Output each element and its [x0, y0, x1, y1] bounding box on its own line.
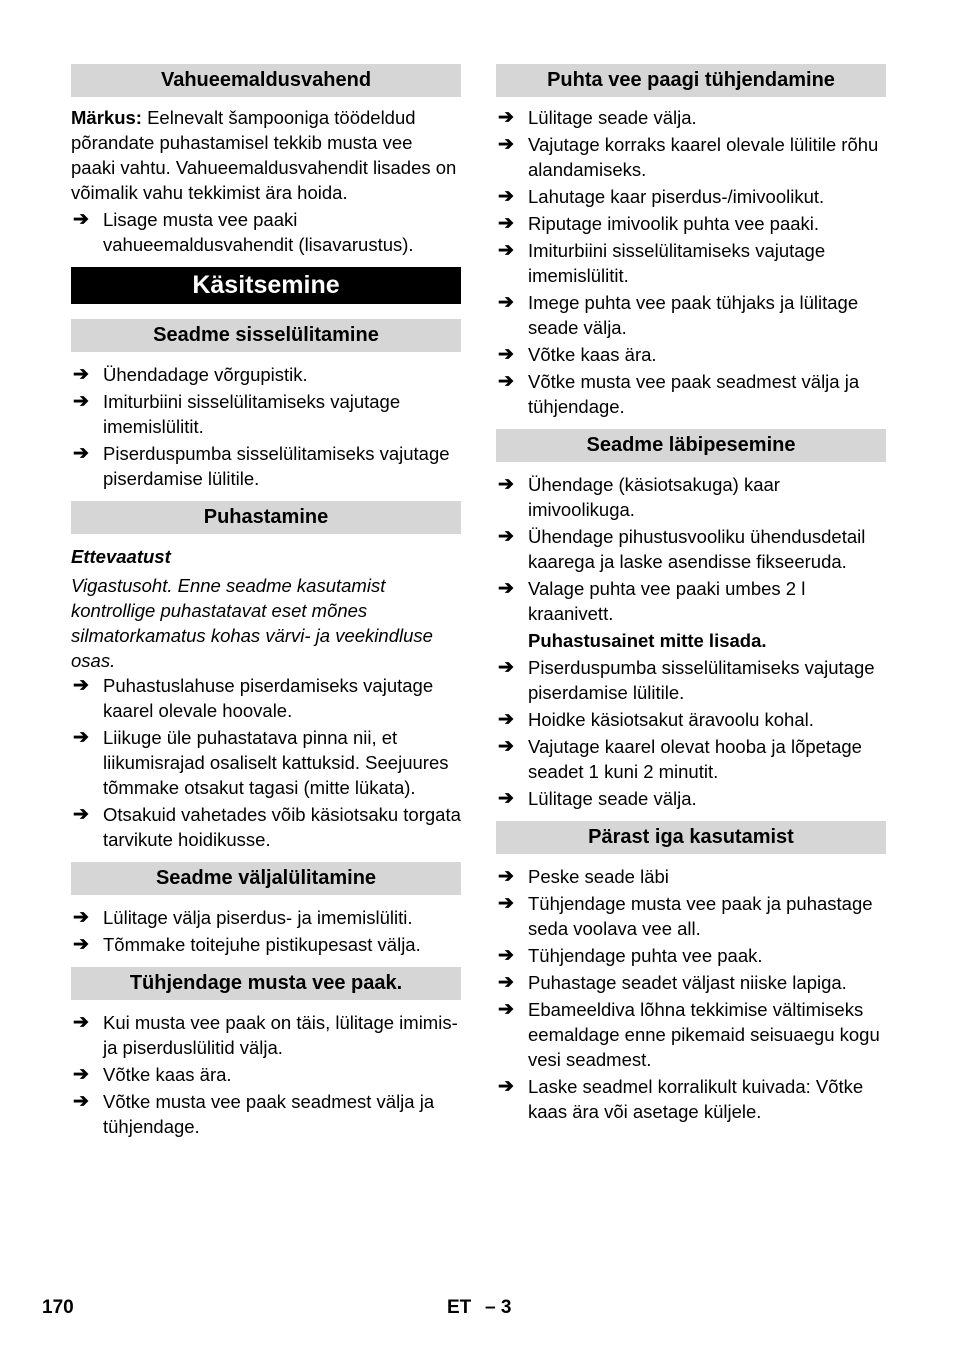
arrow-right-icon: ➔ — [498, 526, 514, 547]
list-item — [71, 441, 461, 491]
chapter-title: Käsitsemine — [71, 267, 461, 304]
section-title-puhta-vee-paak: Puhta vee paagi tühjendamine — [496, 64, 886, 97]
section-title-labipesemine: Seadme läbipesemine — [496, 429, 886, 462]
page-number: 170 — [42, 1297, 74, 1318]
list-item-text: Imiturbiini sisselülitamiseks vajutage imemislülitit. — [103, 391, 401, 437]
arrow-right-icon: ➔ — [73, 1012, 89, 1033]
list-item — [71, 802, 461, 852]
list-item — [71, 905, 461, 930]
list-item — [496, 891, 886, 941]
list-item-text: Tühjendage musta vee paak ja puhastage seda voolava vee all. — [528, 893, 873, 939]
arrow-right-icon: ➔ — [498, 292, 514, 313]
list-item-text: Lülitage seade välja. — [528, 107, 697, 128]
list-item — [496, 734, 886, 784]
list-item — [496, 132, 886, 182]
note-text: Eelnevalt šampooniga töödeldud põrandate puhastamisel tekkib musta vee paaki vahtu. Vahueemaldusvahendit lisades on võimalik vahu tekkimist ära hoida. — [71, 107, 457, 203]
list-puhta-vee-paak — [496, 105, 886, 419]
arrow-right-icon: ➔ — [498, 107, 514, 128]
list-puhastamine — [71, 673, 461, 852]
arrow-right-icon: ➔ — [498, 240, 514, 261]
list-item-text: Puhastage seadet väljast niiske lapiga. — [528, 972, 847, 993]
list-item-text: Imiturbiini sisselülitamiseks vajutage imemislülitit. — [528, 240, 826, 286]
list-item-text: Ühendage (käsiotsakuga) kaar imivoolikuga. — [528, 474, 780, 520]
arrow-right-icon: ➔ — [498, 945, 514, 966]
list-item-text: Liikuge üle puhastatava pinna nii, et liikumisrajad osaliselt kattuksid. Seejuures tõmmake otsakut tagasi (mitte lükata). — [103, 727, 449, 798]
note-paragraph — [71, 105, 461, 205]
section-title-parast-kasutamist: Pärast iga kasutamist — [496, 821, 886, 854]
list-item-text: Imege puhta vee paak tühjaks ja lülitage seade välja. — [528, 292, 859, 338]
list-item — [496, 472, 886, 522]
sub-page-number: – 3 — [485, 1297, 512, 1318]
list-item-text: Ühendadage võrgupistik. — [103, 364, 308, 385]
arrow-right-icon: ➔ — [498, 1076, 514, 1097]
list-item-text: Valage puhta vee paaki umbes 2 l kraanivett. — [528, 578, 806, 624]
list-item-text: Võtke kaas ära. — [103, 1064, 232, 1085]
list-labipesemine-b — [496, 655, 886, 811]
language-code: ET — [447, 1297, 472, 1318]
section-title-valjalulitamine: Seadme väljalülitamine — [71, 862, 461, 895]
list-musta-vee-paak — [71, 1010, 461, 1139]
list-item — [71, 673, 461, 723]
arrow-right-icon: ➔ — [73, 907, 89, 928]
list-item — [496, 105, 886, 130]
list-item — [71, 389, 461, 439]
list-item-text: Lülitage seade välja. — [528, 788, 697, 809]
list-item-text: Hoidke käsiotsakut äravoolu kohal. — [528, 709, 814, 730]
arrow-right-icon: ➔ — [498, 186, 514, 207]
caution-text: Vigastusoht. Enne seadme kasutamist kontrollige puhastatavat eset mõnes silmatorkamatus kohas värvi- ja veekindluse osas. — [71, 575, 433, 671]
list-item — [71, 1089, 461, 1139]
arrow-right-icon: ➔ — [498, 866, 514, 887]
list-item — [71, 1010, 461, 1060]
list-item-text: Puhastuslahuse piserdamiseks vajutage kaarel olevale hoovale. — [103, 675, 434, 721]
list-item — [496, 211, 886, 236]
list-item-text: Vajutage kaarel olevat hooba ja lõpetage seadet 1 kuni 2 minutit. — [528, 736, 862, 782]
list-item-text: Kui musta vee paak on täis, lülitage imimis- ja piserduslülitid välja. — [103, 1012, 458, 1058]
arrow-right-icon: ➔ — [498, 213, 514, 234]
list-item-text: Võtke musta vee paak seadmest välja ja tühjendage. — [528, 371, 860, 417]
list-item — [71, 362, 461, 387]
arrow-right-icon: ➔ — [498, 371, 514, 392]
list-valjalulitamine — [71, 905, 461, 957]
section-title-sisselulitamine: Seadme sisselülitamine — [71, 319, 461, 352]
list-item — [496, 576, 886, 626]
list-item-text: Riputage imivoolik puhta vee paaki. — [528, 213, 820, 234]
list-item-text: Tõmmake toitejuhe pistikupesast välja. — [103, 934, 421, 955]
list-item — [71, 932, 461, 957]
section-title-musta-vee-paak: Tühjendage musta vee paak. — [71, 967, 461, 1000]
list-item — [71, 207, 461, 257]
list-item — [496, 369, 886, 419]
list-item-text: Tühjendage puhta vee paak. — [528, 945, 763, 966]
list-parast-kasutamist — [496, 864, 886, 1124]
list-item — [496, 184, 886, 209]
note-label: Märkus: — [71, 107, 142, 128]
arrow-right-icon: ➔ — [73, 364, 89, 385]
left-column — [71, 64, 461, 1141]
section-title-vahueemaldusvahend: Vahueemaldusvahend — [71, 64, 461, 97]
arrow-right-icon: ➔ — [498, 474, 514, 495]
list-item-text: Lisage musta vee paaki vahueemaldusvahendit (lisavarustus). — [103, 209, 414, 255]
list-item-text: Vajutage korraks kaarel olevale lülitile rõhu alandamiseks. — [528, 134, 879, 180]
list-item — [496, 864, 886, 889]
list-item — [496, 786, 886, 811]
list-item-text: Võtke kaas ära. — [528, 344, 657, 365]
right-column — [496, 64, 886, 1126]
arrow-right-icon: ➔ — [73, 804, 89, 825]
arrow-right-icon: ➔ — [73, 934, 89, 955]
list-item — [496, 943, 886, 968]
arrow-right-icon: ➔ — [73, 1064, 89, 1085]
list-item-text: Lülitage välja piserdus- ja imemislüliti. — [103, 907, 413, 928]
arrow-right-icon: ➔ — [73, 391, 89, 412]
list-item-text: Ühendage pihustusvooliku ühendusdetail kaarega ja laske asendisse fikseeruda. — [528, 526, 866, 572]
arrow-right-icon: ➔ — [73, 727, 89, 748]
arrow-right-icon: ➔ — [73, 209, 89, 230]
arrow-right-icon: ➔ — [498, 736, 514, 757]
arrow-right-icon: ➔ — [73, 675, 89, 696]
list-item-text: Võtke musta vee paak seadmest välja ja tühjendage. — [103, 1091, 435, 1137]
arrow-right-icon: ➔ — [498, 788, 514, 809]
bold-note: Puhastusainet mitte lisada. — [528, 630, 767, 651]
list-item — [71, 725, 461, 800]
list-item-text: Laske seadmel korralikult kuivada: Võtke kaas ära või asetage küljele. — [528, 1076, 864, 1122]
list-item-text: Peske seade läbi — [528, 866, 669, 887]
list-item — [71, 1062, 461, 1087]
arrow-right-icon: ➔ — [498, 657, 514, 678]
list-item-text: Otsakuid vahetades võib käsiotsaku torgata tarvikute hoidikusse. — [103, 804, 461, 850]
list-item — [496, 342, 886, 367]
section-title-puhastamine: Puhastamine — [71, 501, 461, 534]
caution-label: Ettevaatust — [71, 546, 171, 567]
arrow-right-icon: ➔ — [498, 134, 514, 155]
list-item — [496, 655, 886, 705]
arrow-right-icon: ➔ — [73, 1091, 89, 1112]
list-item-text: Piserduspumba sisselülitamiseks vajutage piserdamise lülitile. — [528, 657, 875, 703]
arrow-right-icon: ➔ — [498, 893, 514, 914]
arrow-right-icon: ➔ — [498, 344, 514, 365]
arrow-right-icon: ➔ — [498, 972, 514, 993]
list-item — [496, 707, 886, 732]
list-item — [496, 1074, 886, 1124]
list-item-text: Ebameeldiva lõhna tekkimise vältimiseks eemaldage enne pikemaid seisuaegu kogu vesi seadmest. — [528, 999, 880, 1070]
list-item — [496, 524, 886, 574]
list-item — [496, 290, 886, 340]
list-sisselulitamine — [71, 362, 461, 491]
list-vahueemaldus — [71, 207, 461, 257]
list-item — [496, 970, 886, 995]
arrow-right-icon: ➔ — [498, 709, 514, 730]
list-item-text: Piserduspumba sisselülitamiseks vajutage piserdamise lülitile. — [103, 443, 450, 489]
arrow-right-icon: ➔ — [73, 443, 89, 464]
arrow-right-icon: ➔ — [498, 999, 514, 1020]
list-item — [496, 997, 886, 1072]
list-item — [496, 238, 886, 288]
list-item-text: Lahutage kaar piserdus-/imivoolikut. — [528, 186, 825, 207]
list-labipesemine-a — [496, 472, 886, 626]
arrow-right-icon: ➔ — [498, 578, 514, 599]
